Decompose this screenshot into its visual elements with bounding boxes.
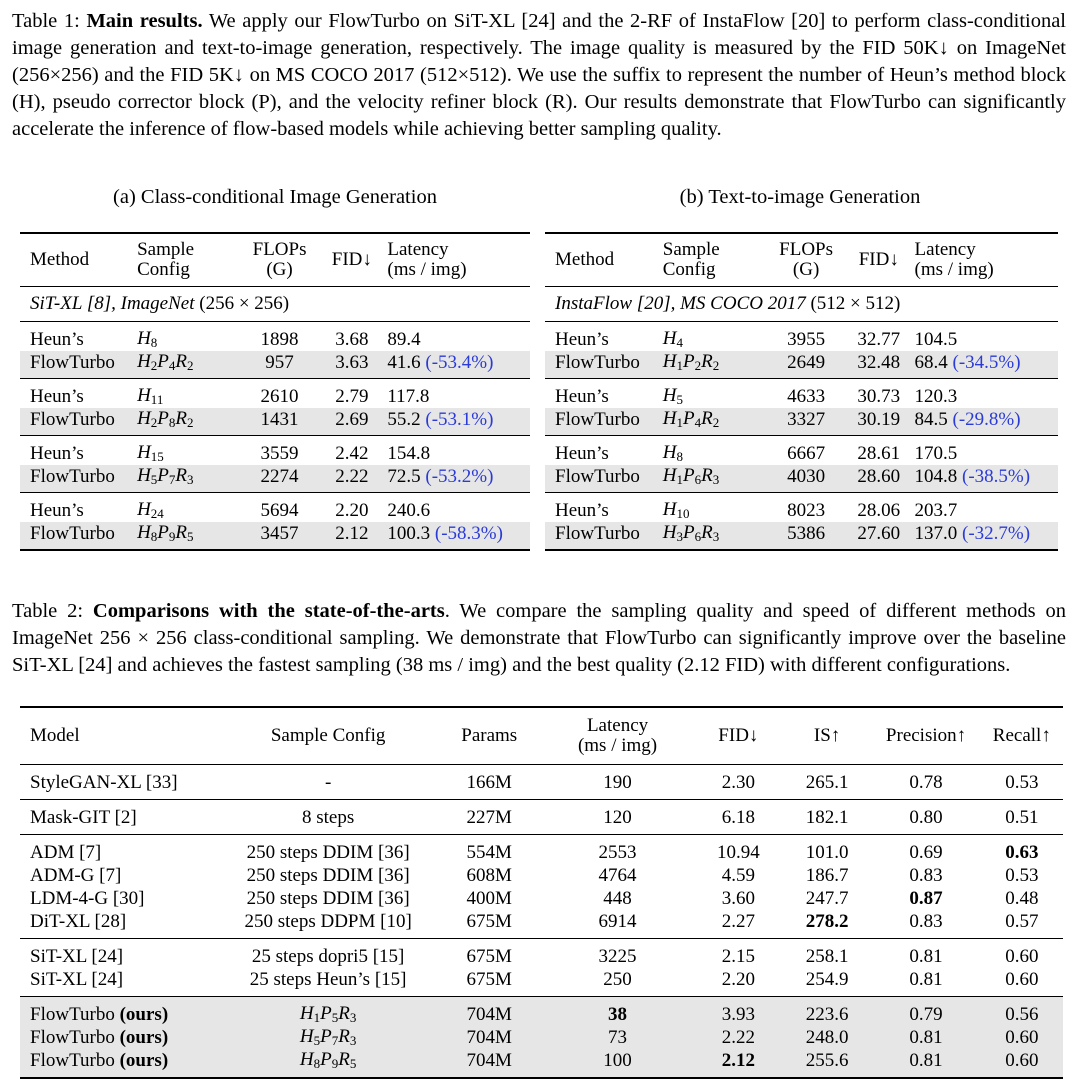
col-latency: Latency (ms / img): [383, 233, 530, 287]
flops-cell: 1431: [239, 408, 320, 436]
latency-cell: 2553: [541, 835, 694, 865]
model-cell: [20, 887, 219, 910]
speedup-percent: (-38.5%): [962, 465, 1031, 487]
model-name: Mask-GIT [2]: [30, 806, 137, 828]
flowturbo-row: [545, 351, 1058, 379]
col-precision: Precision↑: [871, 707, 980, 765]
method-cell: FlowTurbo: [545, 465, 663, 493]
model-row: [20, 939, 1063, 969]
fid-cell: 10.94: [694, 835, 783, 865]
section-resolution: (512 × 512): [805, 293, 901, 314]
latency-value: 89.4: [387, 328, 421, 350]
fid-cell: 4.59: [721, 864, 755, 886]
fid-cell: 28.06: [847, 493, 910, 523]
speedup-percent: (-29.8%): [952, 408, 1021, 430]
model-cell: [20, 1026, 219, 1049]
latency-cell: [383, 351, 530, 379]
model-row: [20, 835, 1063, 865]
flowturbo-row: [20, 1026, 1063, 1049]
config-cell: 250 steps DDPM [10]: [244, 910, 412, 932]
flops-cell: 1898: [239, 322, 320, 352]
fid-cell: 2.12: [320, 522, 383, 550]
latency-cell: [911, 322, 1058, 352]
speedup-percent: (-34.5%): [952, 351, 1021, 373]
latency-cell: 38: [541, 997, 694, 1027]
model-cell: [20, 910, 219, 939]
table1-title: Main results.: [86, 10, 203, 32]
flops-cell: 3955: [765, 322, 847, 352]
params-cell: 166M: [437, 765, 541, 800]
model-cell: [20, 765, 219, 800]
flops-cell: 957: [239, 351, 320, 379]
method-cell: Heun’s: [20, 322, 137, 352]
header-row: [20, 233, 530, 287]
flops-cell: 3327: [765, 408, 847, 436]
params-cell: 608M: [466, 864, 512, 886]
model-cell: [20, 835, 219, 865]
col-config: Sample Config: [663, 233, 765, 287]
latency-cell: 100: [541, 1049, 694, 1078]
is-cell: 101.0: [783, 835, 872, 865]
model-name: FlowTurbo: [30, 1049, 120, 1071]
recall-cell: 0.53: [981, 765, 1063, 800]
config-cell: $H_1P_4R_2$: [663, 408, 765, 436]
fid-cell: 32.48: [847, 351, 910, 379]
ours-tag: (ours): [119, 1003, 169, 1025]
fid-cell: 28.60: [847, 465, 910, 493]
section-label: [545, 287, 1058, 322]
flops-cell: 6667: [765, 436, 847, 466]
method-cell: Heun’s: [545, 436, 663, 466]
speedup-percent: (-53.4%): [425, 351, 494, 373]
latency-value: 84.5: [914, 408, 948, 430]
method-cell: Heun’s: [545, 379, 663, 409]
precision-cell: 0.81: [871, 1049, 980, 1078]
col-latency: Latency (ms / img): [541, 707, 694, 765]
col-model: Model: [20, 707, 219, 765]
config-cell: 250 steps DDIM [36]: [246, 864, 410, 886]
ours-tag: (ours): [119, 1026, 169, 1048]
col-method: Method: [20, 233, 137, 287]
params-cell: 554M: [437, 835, 541, 865]
fid-cell: 2.79: [320, 379, 383, 409]
config-cell: $H_8$: [137, 322, 239, 352]
model-cell: [20, 864, 219, 887]
config-cell: 250 steps DDIM [36]: [219, 835, 438, 865]
flowturbo-row: [20, 522, 530, 550]
model-cell: [20, 939, 219, 969]
latency-value: 137.0: [914, 522, 958, 544]
col-recall: Recall↑: [981, 707, 1063, 765]
baseline-row: [20, 493, 530, 523]
method-cell: FlowTurbo: [545, 351, 663, 379]
model-name: SiT-XL [24]: [30, 945, 124, 967]
flops-cell: 2610: [239, 379, 320, 409]
table2-caption-text: . We compare the sampling quality and speed of different methods on ImageNet 256 × 256 class-conditional sampling. We demonstrate that FlowTurbo can significantly improve over the baseline SiT-XL [24] and achieves the fastest sampling (38 ms / img) and the best quality (2.12 FID) with different configurations.: [12, 600, 1066, 676]
ours-tag: (ours): [119, 1049, 169, 1071]
method-cell: Heun’s: [545, 493, 663, 523]
precision-cell: 0.81: [871, 1026, 980, 1049]
table1-caption-text: We apply our FlowTurbo on SiT-XL [24] and the 2-RF of InstaFlow [20] to perform class-conditional image generation and text-to-image generation, respectively. The image quality is measured by the FID 50K↓ on ImageNet (256×256) and the FID 5K↓ on MS COCO 2017 (512×512). We use the suffix to represent the number of Heun’s method block (H), pseudo corrector block (P), and the velocity refiner block (R). Our results demonstrate that FlowTurbo can significantly accelerate the inference of flow-based models while achieving better sampling quality.: [12, 10, 1067, 140]
config-cell: $H_8$: [663, 436, 765, 466]
flowturbo-row: [20, 465, 530, 493]
latency-value: 240.6: [387, 499, 431, 521]
config-cell: 25 steps dopri5 [15]: [219, 939, 438, 969]
precision-cell: 0.78: [871, 765, 980, 800]
section-row: [20, 287, 530, 322]
latency-cell: [911, 522, 1058, 550]
method-cell: FlowTurbo: [20, 465, 137, 493]
latency-value: 117.8: [387, 385, 430, 407]
precision-cell: 0.81: [871, 939, 980, 969]
baseline-row: [545, 379, 1058, 409]
is-cell: 278.2: [805, 910, 849, 932]
fid-cell: 2.22: [320, 465, 383, 493]
model-row: [20, 968, 1063, 997]
col-method: Method: [545, 233, 663, 287]
recall-cell: 0.53: [1005, 864, 1039, 886]
latency-cell: 3225: [541, 939, 694, 969]
method-cell: FlowTurbo: [20, 351, 137, 379]
config-cell: $H_{11}$: [137, 379, 239, 409]
flops-cell: 5386: [765, 522, 847, 550]
flowturbo-row: [20, 997, 1063, 1027]
method-cell: FlowTurbo: [545, 522, 663, 550]
config-cell: $H_8P_9R_5$: [219, 1049, 438, 1078]
params-cell: 704M: [437, 1049, 541, 1078]
precision-cell: 0.69: [871, 835, 980, 865]
config-cell: -: [219, 765, 438, 800]
section-name: SiT-XL [8], ImageNet: [30, 293, 195, 314]
model-row: [20, 864, 1063, 887]
flowturbo-row: [545, 465, 1058, 493]
baseline-row: [545, 322, 1058, 352]
latency-cell: 4764: [598, 864, 637, 886]
table2: [20, 706, 1063, 1079]
recall-cell: 0.60: [981, 1049, 1063, 1078]
model-name: ADM-G [7]: [30, 864, 122, 886]
latency-value: 104.8: [914, 465, 958, 487]
latency-value: 72.5: [387, 465, 421, 487]
latency-value: 120.3: [914, 385, 958, 407]
config-cell: $H_3P_6R_3$: [663, 522, 765, 550]
config-cell: 250 steps DDIM [36]: [246, 887, 410, 909]
latency-cell: [911, 493, 1058, 523]
precision-cell: 0.87: [909, 887, 943, 909]
method-cell: FlowTurbo: [545, 408, 663, 436]
flowturbo-row: [20, 408, 530, 436]
model-row: [20, 765, 1063, 800]
col-flops: FLOPs (G): [239, 233, 320, 287]
config-cell: $H_1P_6R_3$: [663, 465, 765, 493]
flowturbo-row: [545, 522, 1058, 550]
baseline-row: [20, 322, 530, 352]
flowturbo-row: [545, 408, 1058, 436]
flops-cell: 2649: [765, 351, 847, 379]
is-cell: 265.1: [783, 765, 872, 800]
config-cell: $H_5P_7R_3$: [137, 465, 239, 493]
table1-caption: [12, 8, 1066, 143]
config-cell: $H_{24}$: [137, 493, 239, 523]
latency-cell: [383, 436, 530, 466]
subtable-a-title: (a) Class-conditional Image Generation: [113, 186, 437, 208]
model-name: FlowTurbo: [30, 1003, 120, 1025]
baseline-row: [545, 493, 1058, 523]
is-cell: 258.1: [783, 939, 872, 969]
latency-cell: [911, 351, 1058, 379]
latency-cell: [383, 322, 530, 352]
fid-cell: 2.12: [694, 1049, 783, 1078]
fid-cell: 2.20: [721, 968, 755, 990]
col-params: Params: [437, 707, 541, 765]
flowturbo-row: [20, 1049, 1063, 1078]
flowturbo-row: [20, 351, 530, 379]
speedup-percent: (-58.3%): [434, 522, 503, 544]
config-cell: $H_1P_5R_3$: [219, 997, 438, 1027]
table2-title: Comparisons with the state-of-the-arts: [92, 600, 445, 622]
recall-cell: 0.60: [981, 939, 1063, 969]
recall-cell: 0.48: [1005, 887, 1039, 909]
model-name: SiT-XL [24]: [30, 968, 124, 990]
latency-cell: 73: [541, 1026, 694, 1049]
flops-cell: 2274: [239, 465, 320, 493]
config-cell: $H_8P_9R_5$: [137, 522, 239, 550]
latency-value: 154.8: [387, 442, 431, 464]
recall-cell: 0.57: [1005, 910, 1039, 932]
latency-value: 68.4: [914, 351, 948, 373]
precision-cell: 0.83: [909, 864, 943, 886]
config-cell: $H_5$: [663, 379, 765, 409]
baseline-row: [545, 436, 1058, 466]
precision-cell: 0.81: [909, 968, 943, 990]
params-cell: 704M: [437, 1026, 541, 1049]
model-row: [20, 910, 1063, 939]
fid-cell: 30.73: [847, 379, 910, 409]
model-name: DiT-XL [28]: [30, 910, 127, 932]
flops-cell: 3559: [239, 436, 320, 466]
latency-cell: [911, 436, 1058, 466]
subtable-b: [545, 232, 1058, 551]
fid-cell: 3.68: [320, 322, 383, 352]
speedup-percent: (-53.1%): [425, 408, 494, 430]
col-fid: FID↓: [320, 233, 383, 287]
col-fid: FID↓: [847, 233, 910, 287]
params-cell: 675M: [466, 910, 512, 932]
speedup-percent: (-32.7%): [962, 522, 1031, 544]
baseline-row: [20, 379, 530, 409]
config-cell: 25 steps Heun’s [15]: [249, 968, 407, 990]
latency-value: 100.3: [387, 522, 431, 544]
col-is: IS↑: [783, 707, 872, 765]
section-resolution: (256 × 256): [194, 293, 290, 314]
model-cell: [20, 968, 219, 997]
latency-cell: [383, 408, 530, 436]
latency-cell: 120: [541, 800, 694, 835]
is-cell: 182.1: [783, 800, 872, 835]
subtable-a: [20, 232, 530, 551]
method-cell: FlowTurbo: [20, 408, 137, 436]
header-row: [545, 233, 1058, 287]
col-flops: FLOPs (G): [765, 233, 847, 287]
header-row: [20, 707, 1063, 765]
config-cell: 8 steps: [219, 800, 438, 835]
method-cell: Heun’s: [20, 379, 137, 409]
config-cell: $H_{15}$: [137, 436, 239, 466]
fid-cell: 2.69: [320, 408, 383, 436]
col-latency: Latency (ms / img): [911, 233, 1058, 287]
table2-caption: [12, 598, 1066, 679]
fid-cell: 3.93: [694, 997, 783, 1027]
latency-cell: 190: [541, 765, 694, 800]
config-cell: $H_2P_4R_2$: [137, 351, 239, 379]
fid-cell: 32.77: [847, 322, 910, 352]
model-name: StyleGAN-XL [33]: [30, 771, 178, 793]
params-cell: 227M: [437, 800, 541, 835]
is-cell: 255.6: [783, 1049, 872, 1078]
section-row: [545, 287, 1058, 322]
latency-cell: [383, 522, 530, 550]
col-sample-config: Sample Config: [219, 707, 438, 765]
model-row: [20, 800, 1063, 835]
latency-cell: [911, 465, 1058, 493]
recall-cell: 0.51: [981, 800, 1063, 835]
model-name: FlowTurbo: [30, 1026, 120, 1048]
col-fid: FID↓: [694, 707, 783, 765]
model-row: [20, 887, 1063, 910]
latency-cell: [911, 408, 1058, 436]
model-cell: [20, 800, 219, 835]
flops-cell: 3457: [239, 522, 320, 550]
recall-cell: 0.60: [981, 1026, 1063, 1049]
latency-cell: 448: [603, 887, 632, 909]
model-cell: [20, 997, 219, 1027]
method-cell: Heun’s: [545, 322, 663, 352]
recall-cell: 0.60: [1005, 968, 1039, 990]
flops-cell: 5694: [239, 493, 320, 523]
latency-cell: 250: [603, 968, 632, 990]
baseline-row: [20, 436, 530, 466]
precision-cell: 0.79: [871, 997, 980, 1027]
fid-cell: 2.30: [694, 765, 783, 800]
latency-cell: [911, 379, 1058, 409]
latency-value: 203.7: [914, 499, 958, 521]
latency-value: 41.6: [387, 351, 421, 373]
method-cell: FlowTurbo: [20, 522, 137, 550]
latency-value: 104.5: [914, 328, 958, 350]
method-cell: Heun’s: [20, 493, 137, 523]
latency-cell: 6914: [598, 910, 637, 932]
fid-cell: 28.61: [847, 436, 910, 466]
params-cell: 400M: [466, 887, 512, 909]
is-cell: 247.7: [805, 887, 849, 909]
fid-cell: 6.18: [694, 800, 783, 835]
is-cell: 186.7: [805, 864, 849, 886]
config-cell: $H_5P_7R_3$: [219, 1026, 438, 1049]
params-cell: 675M: [466, 968, 512, 990]
latency-cell: [383, 465, 530, 493]
fid-cell: 3.60: [721, 887, 755, 909]
fid-cell: 2.20: [320, 493, 383, 523]
is-cell: 223.6: [783, 997, 872, 1027]
speedup-percent: (-53.2%): [425, 465, 494, 487]
flops-cell: 8023: [765, 493, 847, 523]
params-cell: 704M: [437, 997, 541, 1027]
config-cell: $H_1P_2R_2$: [663, 351, 765, 379]
flops-cell: 4030: [765, 465, 847, 493]
config-cell: $H_4$: [663, 322, 765, 352]
model-name: ADM [7]: [30, 841, 102, 863]
section-name: InstaFlow [20], MS COCO 2017: [555, 293, 806, 314]
fid-cell: 30.19: [847, 408, 910, 436]
is-cell: 254.9: [805, 968, 849, 990]
subtable-b-title: (b) Text-to-image Generation: [679, 186, 921, 208]
fid-cell: 27.60: [847, 522, 910, 550]
config-cell: $H_2P_8R_2$: [137, 408, 239, 436]
fid-cell: 2.22: [694, 1026, 783, 1049]
model-cell: [20, 1049, 219, 1078]
latency-value: 170.5: [914, 442, 958, 464]
latency-cell: [383, 493, 530, 523]
recall-cell: 0.56: [981, 997, 1063, 1027]
is-cell: 248.0: [783, 1026, 872, 1049]
table1-label: Table 1:: [12, 10, 80, 32]
method-cell: Heun’s: [20, 436, 137, 466]
config-cell: $H_{10}$: [663, 493, 765, 523]
fid-cell: 2.27: [721, 910, 755, 932]
table2-label: Table 2:: [12, 600, 84, 622]
section-label: [20, 287, 530, 322]
latency-cell: [383, 379, 530, 409]
params-cell: 675M: [437, 939, 541, 969]
model-name: LDM-4-G [30]: [30, 887, 145, 909]
col-config: Sample Config: [137, 233, 239, 287]
recall-cell: 0.63: [981, 835, 1063, 865]
precision-cell: 0.83: [909, 910, 943, 932]
flops-cell: 4633: [765, 379, 847, 409]
precision-cell: 0.80: [871, 800, 980, 835]
fid-cell: 2.42: [320, 436, 383, 466]
fid-cell: 2.15: [694, 939, 783, 969]
fid-cell: 3.63: [320, 351, 383, 379]
latency-value: 55.2: [387, 408, 421, 430]
